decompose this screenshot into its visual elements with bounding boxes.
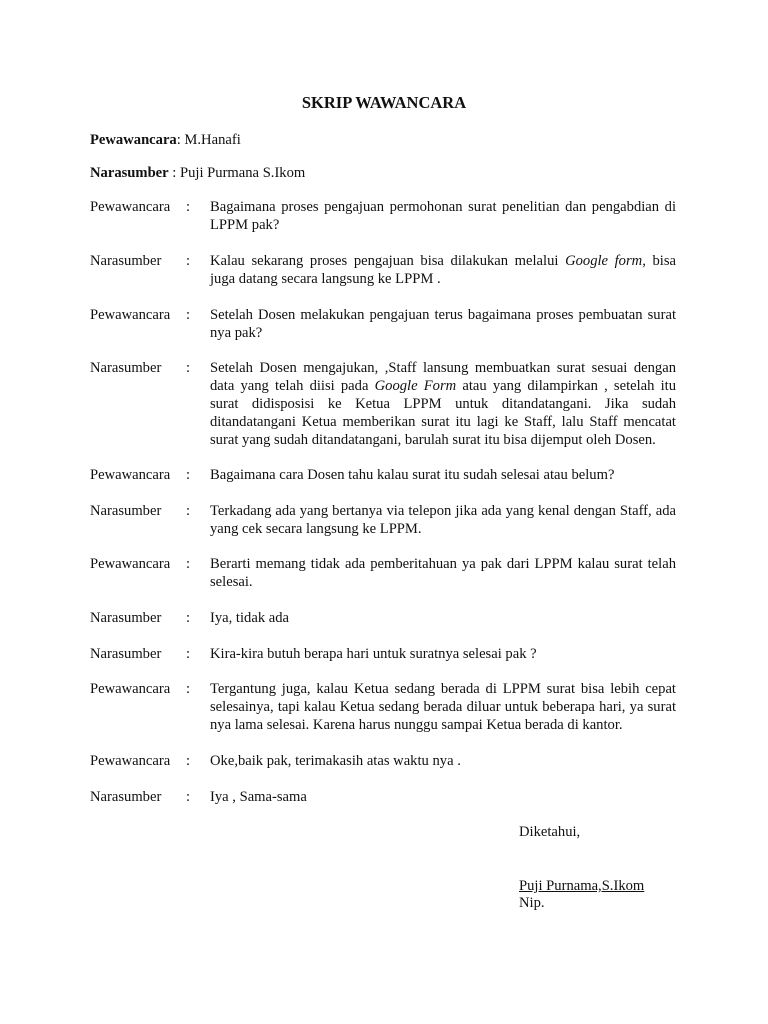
colon-separator: : — [186, 646, 191, 662]
speaker-label: Pewawancara — [90, 681, 171, 697]
interviewer-label: Pewawancara — [90, 132, 177, 148]
dialogue-text: Iya, tidak ada — [210, 610, 290, 626]
dialogue-text: Terkadang ada yang bertanya via telepon jika ada yang kenal dengan Staff, ada yang cek secara langsung ke LPPM. — [210, 503, 676, 537]
dialogue-text: Oke,baik pak, terimakasih atas waktu nya . — [210, 753, 461, 769]
dialogue-text: Bagaimana proses pengajuan permohonan surat penelitian dan pengabdian di LPPM pak? — [210, 199, 676, 233]
source-label: Narasumber — [90, 165, 169, 181]
colon-separator: : — [186, 253, 191, 269]
dialogue-text-part: bisa juga datang secara langsung ke LPPM . — [210, 253, 676, 287]
dialogue-text-part: atau yang dilampirkan , setelah itu surat didisposisi ke Ketua LPPM untuk ditandatangani. Jika sudah ditandatangani Ketua memberikan surat itu lagi ke Staff, lalu Staff mencatat surat yang sudah ditandatangani, barulah surat itu bisa dijemput oleh Dosen. — [210, 378, 677, 448]
dialogue-text-part: Setelah Dosen mengajukan, ,Staff lansung membuatkan surat sesuai dengan data yang telah diisi pada — [210, 360, 676, 394]
signatory-nip: Nip. — [519, 895, 545, 911]
colon-separator: : — [186, 610, 191, 626]
speaker-label: Pewawancara — [90, 307, 171, 323]
acknowledged-label: Diketahui, — [519, 824, 581, 840]
speaker-label: Narasumber — [90, 789, 162, 805]
speaker-label: Narasumber — [90, 360, 162, 376]
colon-separator: : — [186, 307, 191, 323]
colon-separator: : — [186, 360, 191, 376]
dialogue-text: Iya , Sama-sama — [210, 789, 307, 805]
dialogue-text: Kira-kira butuh berapa hari untuk suratnya selesai pak ? — [210, 646, 537, 662]
colon-separator: : — [186, 789, 191, 805]
speaker-label: Narasumber — [90, 646, 162, 662]
interviewer-value: : M.Hanafi — [176, 132, 241, 148]
dialogue-text — [210, 359, 676, 449]
dialogue-text-part: Kalau sekarang proses pengajuan bisa dilakukan melalui — [210, 253, 566, 269]
speaker-label: Pewawancara — [90, 556, 171, 572]
dialogue-text: Tergantung juga, kalau Ketua sedang berada di LPPM surat bisa lebih cepat selesainya, tapi kalau Ketua sedang berada diluar untuk beberapa hari, ya surat nya lama selesai. Karena harus nunggu sampai Ketua berada di kantor. — [210, 681, 676, 733]
dialogue-text: Setelah Dosen melakukan pengajuan terus bagaimana proses pembuatan surat nya pak? — [210, 307, 676, 341]
dialogue-text: Berarti memang tidak ada pemberitahuan ya pak dari LPPM kalau surat telah selesai. — [210, 556, 676, 590]
colon-separator: : — [186, 753, 191, 769]
speaker-label: Narasumber — [90, 503, 162, 519]
speaker-label: Narasumber — [90, 610, 162, 626]
colon-separator: : — [186, 199, 191, 215]
document-title: SKRIP WAWANCARA — [301, 93, 467, 112]
colon-separator: : — [186, 503, 191, 519]
speaker-label: Pewawancara — [90, 467, 171, 483]
source-line — [90, 164, 690, 182]
dialogue-text: Bagaimana cara Dosen tahu kalau surat itu sudah selesai atau belum? — [210, 467, 615, 483]
speaker-label: Pewawancara — [90, 753, 171, 769]
speaker-label: Pewawancara — [90, 199, 171, 215]
interviewer-line — [90, 131, 690, 149]
dialogue-text-italic: Google Form — [374, 378, 457, 394]
signatory-name: Puji Purnama,S.Ikom — [519, 878, 645, 894]
colon-separator: : — [186, 556, 191, 572]
colon-separator: : — [186, 681, 191, 697]
colon-separator: : — [186, 467, 191, 483]
dialogue-text-italic: Google form, — [565, 253, 646, 269]
speaker-label: Narasumber — [90, 253, 162, 269]
dialogue-text — [210, 252, 676, 288]
source-value: : Puji Purmana S.Ikom — [168, 165, 306, 181]
